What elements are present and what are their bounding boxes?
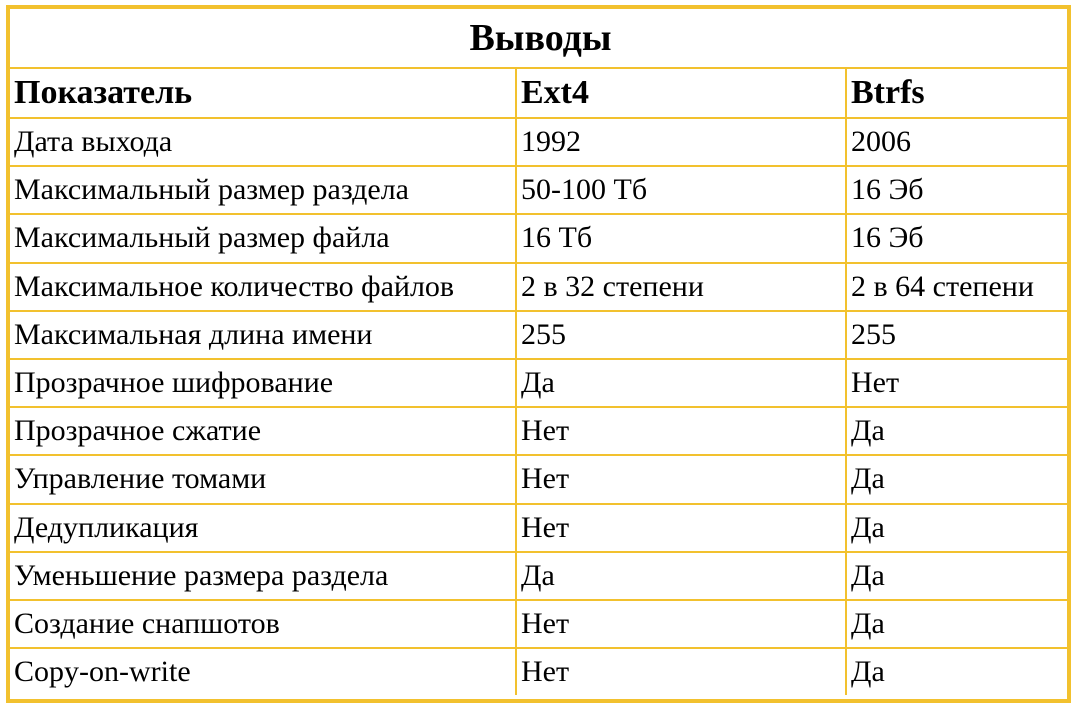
ext4-value: 16 Тб [516, 214, 846, 262]
btrfs-value: Да [846, 600, 1067, 648]
comparison-table-frame [6, 5, 1071, 703]
table-row [10, 311, 1067, 359]
table-row [10, 407, 1067, 455]
row-label: Управление томами [10, 455, 516, 503]
btrfs-value: Да [846, 455, 1067, 503]
comparison-table [10, 9, 1067, 695]
btrfs-value: Да [846, 648, 1067, 695]
ext4-value: Нет [516, 504, 846, 552]
table-row [10, 263, 1067, 311]
header-cell-ext4: Ext4 [516, 68, 846, 118]
table-row [10, 504, 1067, 552]
row-label: Дата выхода [10, 118, 516, 166]
ext4-value: 1992 [516, 118, 846, 166]
row-label: Прозрачное сжатие [10, 407, 516, 455]
ext4-value: Да [516, 552, 846, 600]
ext4-value: Да [516, 359, 846, 407]
btrfs-value: 255 [846, 311, 1067, 359]
btrfs-value: 16 Эб [846, 166, 1067, 214]
table-row [10, 166, 1067, 214]
row-label: Дедупликация [10, 504, 516, 552]
ext4-value: Нет [516, 455, 846, 503]
ext4-value: Нет [516, 407, 846, 455]
row-label: Максимальный размер раздела [10, 166, 516, 214]
ext4-value: 50-100 Тб [516, 166, 846, 214]
row-label: Прозрачное шифрование [10, 359, 516, 407]
ext4-value: 2 в 32 степени [516, 263, 846, 311]
row-label: Copy-on-write [10, 648, 516, 695]
table-row [10, 455, 1067, 503]
btrfs-value: Нет [846, 359, 1067, 407]
ext4-value: 255 [516, 311, 846, 359]
header-cell-metric: Показатель [10, 68, 516, 118]
row-label: Максимальный размер файла [10, 214, 516, 262]
btrfs-value: Да [846, 407, 1067, 455]
table-row [10, 600, 1067, 648]
header-row [10, 68, 1067, 118]
table-row [10, 648, 1067, 695]
header-cell-btrfs: Btrfs [846, 68, 1067, 118]
row-label: Максимальное количество файлов [10, 263, 516, 311]
row-label: Максимальная длина имени [10, 311, 516, 359]
table-row [10, 552, 1067, 600]
btrfs-value: 16 Эб [846, 214, 1067, 262]
table-row [10, 118, 1067, 166]
btrfs-value: Да [846, 552, 1067, 600]
table-title: Выводы [10, 9, 1067, 68]
row-label: Уменьшение размера раздела [10, 552, 516, 600]
table-row [10, 214, 1067, 262]
btrfs-value: 2 в 64 степени [846, 263, 1067, 311]
btrfs-value: 2006 [846, 118, 1067, 166]
btrfs-value: Да [846, 504, 1067, 552]
ext4-value: Нет [516, 600, 846, 648]
ext4-value: Нет [516, 648, 846, 695]
table-row [10, 359, 1067, 407]
row-label: Создание снапшотов [10, 600, 516, 648]
